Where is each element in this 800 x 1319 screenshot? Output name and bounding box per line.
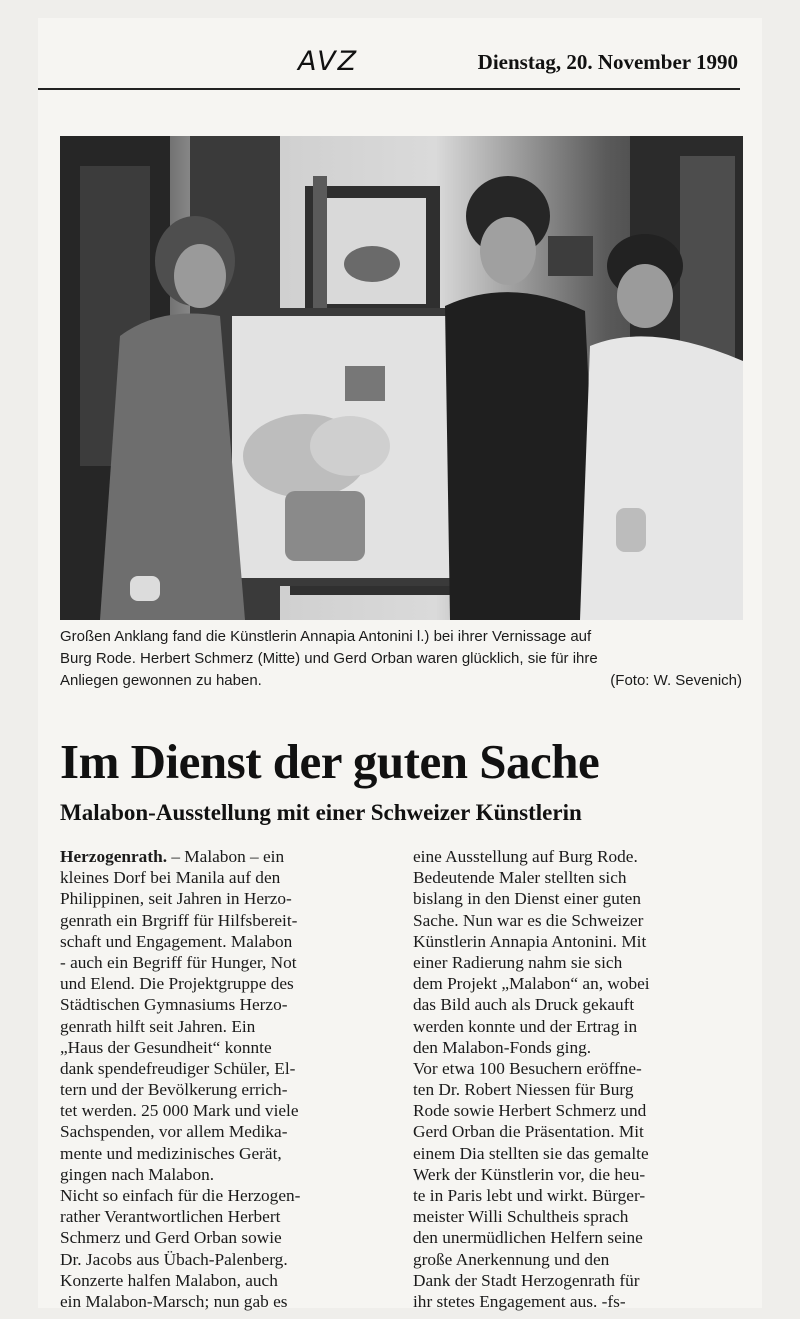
article-text-line: dank spendefreudiger Schüler, El-	[60, 1058, 296, 1078]
article-text-line: tet werden. 25 000 Mark und viele	[60, 1101, 299, 1121]
article-text-line: - auch ein Begriff für Hunger, Not	[60, 952, 297, 972]
article-text-line: meister Willi Schultheis sprach	[413, 1207, 629, 1227]
newspaper-logo: AVZ	[298, 46, 359, 77]
article-text-line: rather Verantwortlichen Herbert	[60, 1207, 281, 1227]
caption-line: Burg Rode. Herbert Schmerz (Mitte) und Gerd Orban waren glücklich, sie für ihre	[60, 650, 598, 667]
article-text-line: Städtischen Gymnasiums Herzo-	[60, 995, 288, 1015]
article-text-line: Konzerte halfen Malabon, auch	[60, 1270, 278, 1290]
masthead	[60, 36, 740, 88]
article-text-line: dem Projekt „Malabon“ an, wobei	[413, 974, 650, 994]
article-text-line: genrath hilft seit Jahren. Ein	[60, 1016, 256, 1036]
article-text-line: mente und medizinisches Gerät,	[60, 1143, 282, 1163]
article-subheadline: Malabon-Ausstellung mit einer Schweizer Künstlerin	[60, 800, 582, 825]
article-text-line: einem Dia stellten sie das gemalte	[413, 1143, 649, 1163]
article-text-line: schaft und Engagement. Malabon	[60, 931, 293, 951]
article-text-line: große Anerkennung und den	[413, 1249, 610, 1269]
article-text-line: Dank der Stadt Herzogenrath für	[413, 1270, 640, 1290]
article-text-line: den unermüdlichen Helfern seine	[413, 1228, 643, 1248]
article-text-line: einer Radierung nahm sie sich	[413, 952, 623, 972]
article-text-line: ihr stetes Engagement aus. -fs-	[413, 1291, 626, 1311]
article-text-line: gingen nach Malabon.	[60, 1164, 215, 1184]
article-text-line: Rode sowie Herbert Schmerz und	[413, 1101, 647, 1121]
article-column-left	[60, 846, 396, 1312]
article-text-line: Werk der Künstlerin vor, die heu-	[413, 1164, 646, 1184]
article-text-line: Gerd Orban die Präsentation. Mit	[413, 1122, 644, 1142]
caption-line: Anliegen gewonnen zu haben.	[60, 672, 262, 689]
article-dateline: Herzogenrath.	[60, 847, 168, 866]
article-text-line: „Haus der Gesundheit“ konnte	[60, 1037, 272, 1057]
article-headline: Im Dienst der guten Sache	[60, 734, 600, 789]
article-text-line: te in Paris lebt und wirkt. Bürger-	[413, 1186, 646, 1205]
article-text-line: Künstlerin Annapia Antonini. Mit	[413, 931, 647, 951]
photo-icon	[60, 136, 743, 620]
photo-caption	[60, 626, 750, 692]
article-text-line: ein Malabon-Marsch; nun gab es	[60, 1291, 288, 1311]
issue-date: Dienstag, 20. November 1990	[477, 50, 738, 74]
article-text-line: Philippinen, seit Jahren in Herzo-	[60, 889, 292, 909]
article-text-line: den Malabon-Fonds ging.	[413, 1037, 592, 1057]
article-text-line: Sachspenden, vor allem Medika-	[60, 1122, 288, 1142]
article-column-right	[413, 846, 749, 1312]
article-text-line: Bedeutende Maler stellten sich	[413, 868, 627, 888]
article-text-line: Schmerz und Gerd Orban sowie	[60, 1228, 282, 1248]
article-text-line: Nicht so einfach für die Herzogen-	[60, 1186, 301, 1205]
article-text-line: Dr. Jacobs aus Übach-Palenberg.	[60, 1249, 288, 1269]
article-text-line: Sache. Nun war es die Schweizer	[413, 910, 644, 930]
article-text-line: das Bild auch als Druck gekauft	[413, 995, 635, 1015]
article-text-line: werden konnte und der Ertrag in	[413, 1016, 638, 1036]
masthead-rule	[38, 88, 740, 90]
article-text-line: tern und der Bevölkerung errich-	[60, 1080, 288, 1100]
article-text-line: und Elend. Die Projektgruppe des	[60, 974, 294, 994]
article-text-line: Vor etwa 100 Besuchern eröffne-	[413, 1058, 642, 1078]
article-text-line: bislang in den Dienst einer guten	[413, 889, 641, 909]
news-photo	[60, 136, 743, 620]
article-text-line: ten Dr. Robert Niessen für Burg	[413, 1080, 634, 1100]
article-text-line	[60, 846, 396, 867]
photo-credit: (Foto: W. Sevenich)	[610, 672, 742, 689]
article-text: – Malabon – ein	[167, 847, 285, 866]
article-text-line: genrath ein Brgriff für Hilfsbereit-	[60, 910, 298, 930]
article-text-line: kleines Dorf bei Manila auf den	[60, 868, 281, 888]
article-text-line: eine Ausstellung auf Burg Rode.	[413, 847, 638, 866]
caption-line: Großen Anklang fand die Künstlerin Annapia Antonini l.) bei ihrer Vernissage auf	[60, 628, 592, 645]
